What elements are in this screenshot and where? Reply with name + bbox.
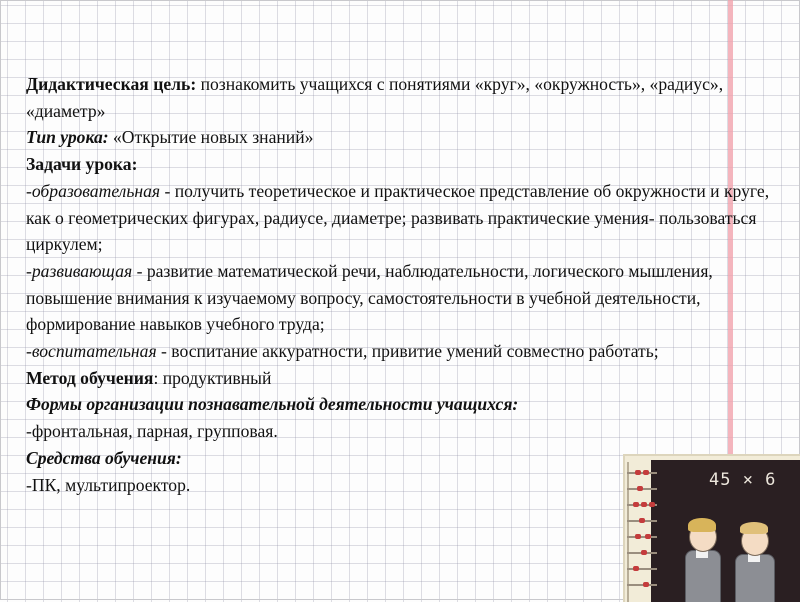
- task-upbringing-name: воспитательная: [31, 341, 157, 362]
- student-figure: [733, 516, 777, 602]
- didactic-goal-text: познакомить учащихся с понятиями «круг», «окружность», «радиус», «диаметр»: [26, 74, 724, 121]
- teaching-method: [8, 365, 793, 392]
- task-upbringing-text: - воспитание аккуратности, привитие умений совместно работать;: [156, 341, 659, 362]
- teaching-means-text: -ПК, мультипроектор.: [26, 474, 191, 495]
- task-developmental: [8, 258, 793, 338]
- student-figure: [683, 514, 723, 602]
- chalkboard-equation: 45 × 6: [709, 470, 777, 490]
- lesson-plan-text: [8, 71, 793, 498]
- didactic-goal-label: Дидактическая цель:: [26, 74, 197, 94]
- didactic-goal: [8, 71, 793, 124]
- task-dash: -: [26, 260, 32, 281]
- lesson-tasks-heading: Задачи урока:: [26, 154, 138, 175]
- task-developmental-text: - развитие математической речи, наблюдательности, логического мышления, повышение внимания к изучаемому вопросу, самостоятельности в учебной деятельности, формирование навыков учебного труда;: [26, 260, 713, 335]
- teaching-method-text: : продуктивный: [153, 367, 272, 388]
- teaching-means-label: Средства обучения:: [26, 447, 182, 468]
- task-educational-text: - получить теоретическое и практическое представление об окружности и круге, как о геометрических фигурах, радиусе, диаметре; развивать практические умения- пользоваться циркулем;: [26, 180, 770, 255]
- teaching-method-label: Метод обучения: [26, 367, 154, 388]
- organization-forms-text: -фронтальная, парная, групповая.: [26, 421, 278, 442]
- lesson-type: [8, 124, 793, 151]
- task-educational: [8, 178, 793, 258]
- task-upbringing: [8, 338, 793, 365]
- classroom-illustration: [623, 454, 800, 602]
- organization-forms-label: Формы организации познавательной деятельности учащихся:: [26, 394, 519, 415]
- lesson-type-text: «Открытие новых знаний»: [108, 127, 314, 148]
- task-developmental-name: развивающая: [31, 260, 133, 281]
- task-dash: -: [26, 341, 32, 362]
- abacus-icon: [627, 462, 657, 602]
- task-dash: -: [26, 180, 32, 201]
- lesson-type-label: Тип урока:: [26, 127, 109, 148]
- task-educational-name: образовательная: [31, 180, 161, 201]
